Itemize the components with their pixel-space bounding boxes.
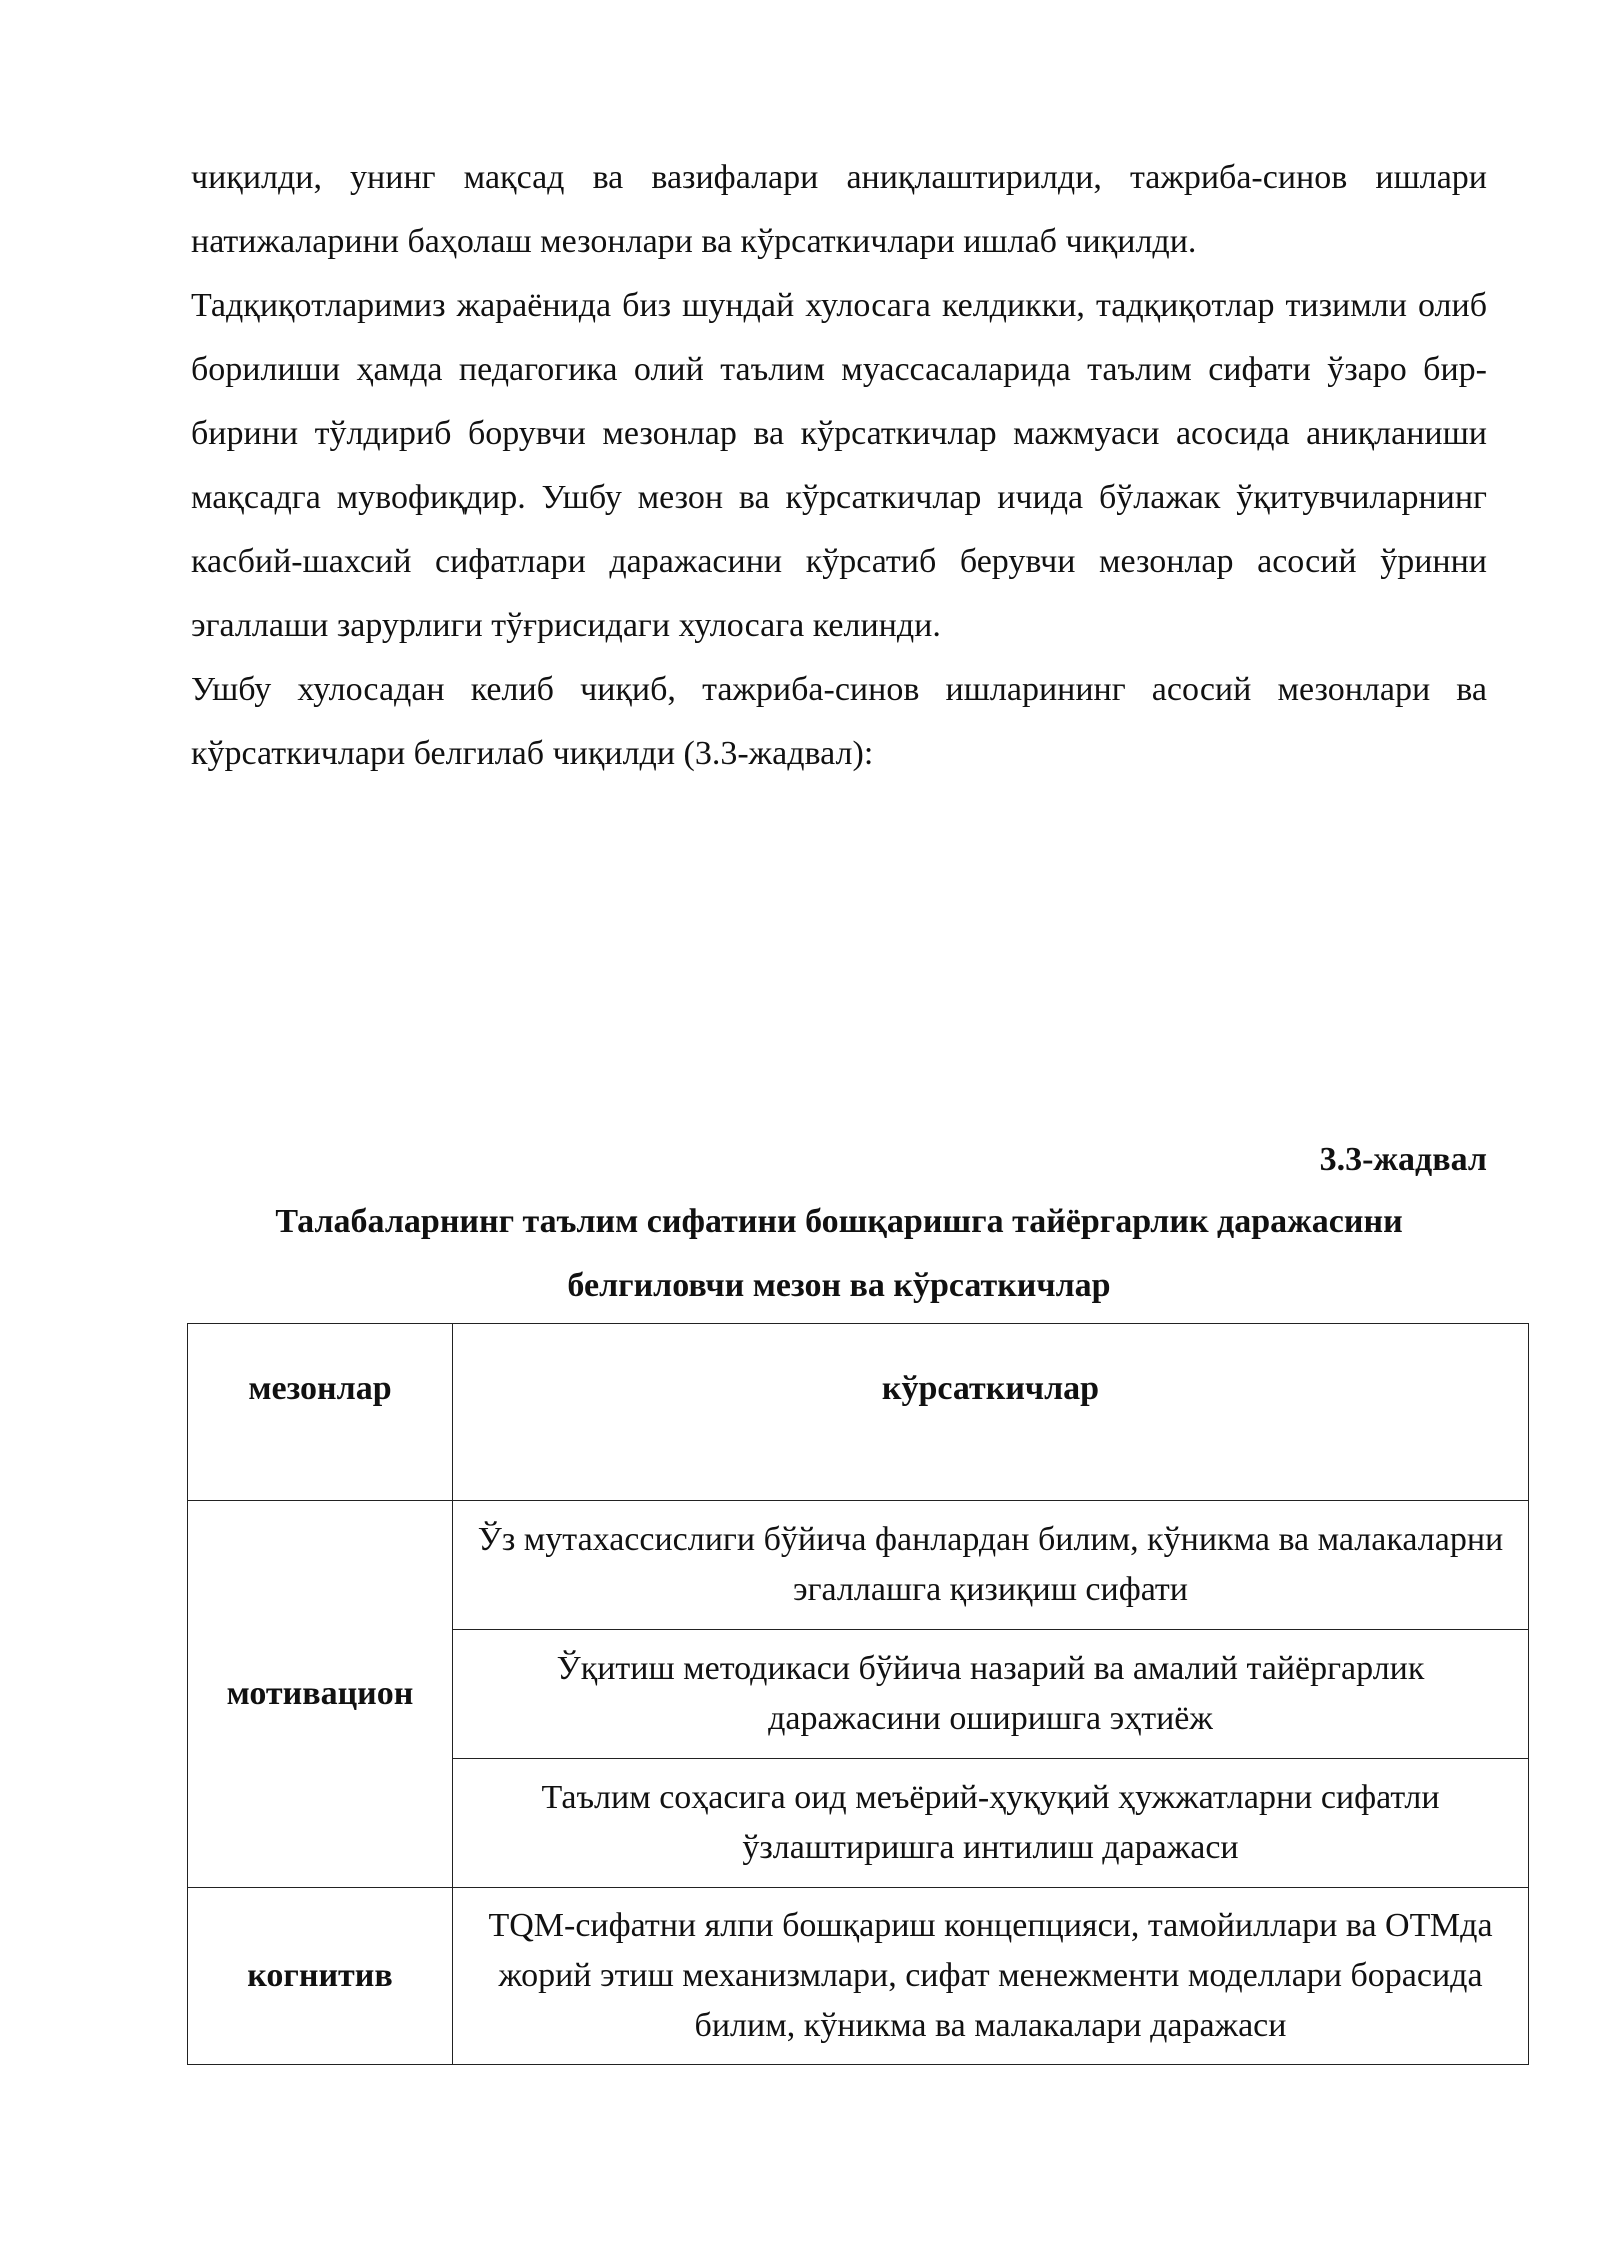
table-title-line-1: Талабаларнинг таълим сифатини бошқаришга тайёргарлик даражасини: [275, 1203, 1403, 1240]
paragraph-table-intro: Ушбу хулосадан келиб чиқиб, тажриба-синов ишларининг асосий мезонлари ва кўрсаткичлари белгилаб чиқилди (3.3-жадвал):: [191, 671, 1487, 772]
paragraph-conclusion: Тадқиқотларимиз жараёнида биз шундай хулосага келдикки, тадқиқотлар тизимли олиб борилиши ҳамда педагогика олий таълим муассасаларида таълим сифати ўзаро бир-бирини тўлдириб борувчи мезонлар ва кўрсаткичлар мажмуаси асосида аниқланиши мақсадга мувофиқдир. Ушбу мезон ва кўрсаткичлар ичида бўлажак ўқитувчиларнинг касбий-шахсий сифатлари даражасини кўрсатиб берувчи мезонлар асосий ўринни эгаллаши зарурлиги тўғрисидаги хулосага келинди.: [191, 287, 1487, 644]
criterion-motivational: мотивацион: [188, 1501, 453, 1888]
table-number: 3.3-жадвал: [1319, 1141, 1487, 1178]
table-title: [191, 1190, 1487, 1318]
table-row: [188, 1888, 1529, 2065]
criterion-cognitive: когнитив: [188, 1888, 453, 2065]
indicator-cell: Ўқитиш методикаси бўйича назарий ва амалий тайёргарлик даражасини оширишга эҳтиёж: [453, 1630, 1529, 1759]
header-criteria: мезонлар: [188, 1324, 453, 1501]
table-title-line-2: белгиловчи мезон ва кўрсаткичлар: [567, 1267, 1111, 1304]
table-header-row: [188, 1324, 1529, 1501]
paragraph-continuation: чиқилди, унинг мақсад ва вазифалари аниқлаштирилди, тажриба-синов ишлари натижаларини баҳолаш мезонлари ва кўрсаткичлари ишлаб чиқилди.: [191, 159, 1487, 260]
body-text: [191, 146, 1487, 786]
indicator-cell: TQM-сифатни ялпи бошқариш концепцияси, тамойиллари ва ОТМда жорий этиш механизмлари, сифат менежменти моделлари борасида билим, кўникма ва малакалари даражаси: [453, 1888, 1529, 2065]
criteria-table: [187, 1323, 1529, 2065]
header-indicators: кўрсаткичлар: [453, 1324, 1529, 1501]
indicator-cell: Таълим соҳасига оид меъёрий-ҳуқуқий ҳужжатларни сифатли ўзлаштиришга интилиш даражаси: [453, 1759, 1529, 1888]
table-row: [188, 1501, 1529, 1630]
indicator-cell: Ўз мутахассислиги бўйича фанлардан билим, кўникма ва малакаларни эгаллашга қизиқиш сифати: [453, 1501, 1529, 1630]
